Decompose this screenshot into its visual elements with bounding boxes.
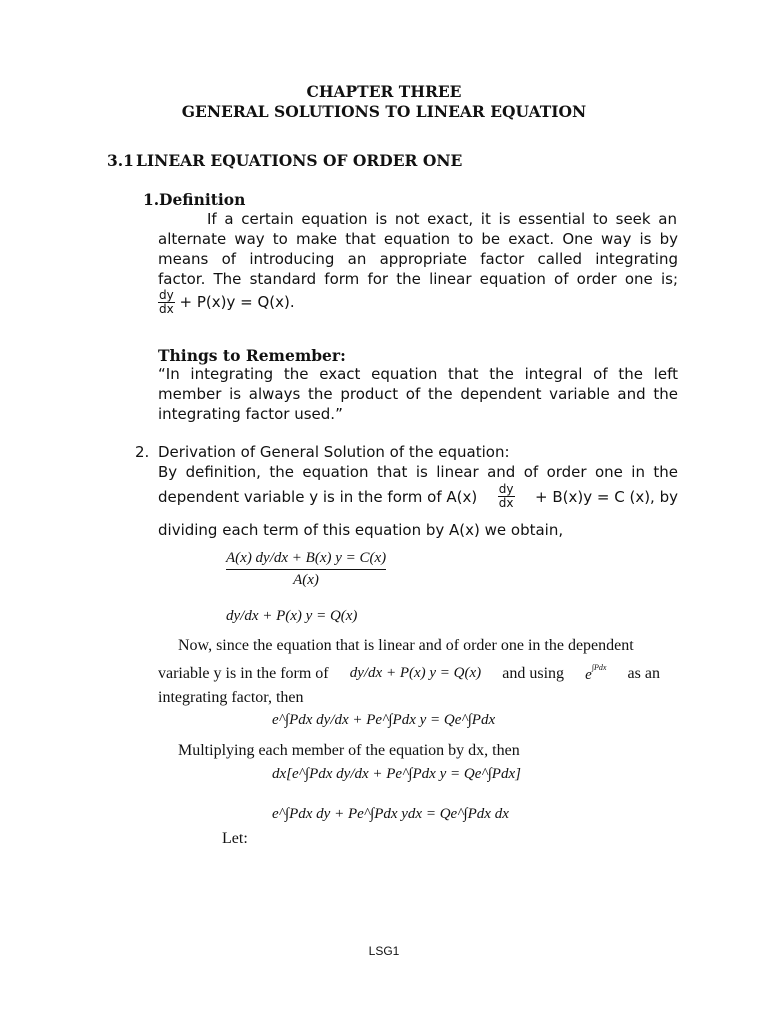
chapter-label: CHAPTER THREE [306, 82, 462, 101]
item2-line-2: dependent variable y is in the form of A(x) $\frac{dy}{dx}$ + B(x)y = C (x), by [158, 482, 678, 510]
multiplying-line: Multiplying each member of the equation by dx, then [178, 742, 520, 759]
definition-line-2: alternate way to make that equation to be exact. One way is by [158, 230, 678, 248]
scan-paragraph-line-2: variable y is in the form of dy/dx + P(x) y = Q(x) and using $e^{\int Pdx}$ as an [158, 663, 660, 683]
item2-number: 2. [135, 443, 150, 461]
remember-line-1: “In integrating the exact equation that the integral of the left [158, 365, 678, 383]
dy-dx-fraction: $\frac{dy}{dx}$ [498, 482, 514, 510]
divided-equation [226, 550, 386, 589]
section-number: 3.1 [107, 151, 134, 170]
item2-heading: Derivation of General Solution of the equation: [158, 443, 510, 461]
divided-equation-denominator: A(x) [293, 572, 319, 588]
page-footer-label: LSG1 [368, 944, 400, 958]
remember-line-2: member is always the product of the dependent variable and the [158, 385, 678, 403]
chapter-title: GENERAL SOLUTIONS TO LINEAR EQUATION [181, 102, 587, 121]
scan-paragraph-line-3: integrating factor, then [158, 689, 304, 706]
dx-multiplied-equation: dx[e^∫Pdx dy/dx + Pe^∫Pdx y = Qe^∫Pdx] [272, 766, 521, 782]
remember-line-3: integrating factor used.” [158, 405, 343, 423]
item1-number: 1. [143, 190, 160, 209]
definition-line-3: means of introducing an appropriate factor called integrating [158, 250, 678, 268]
integrating-factor-symbol: $e^{\int Pdx}$ [585, 663, 607, 683]
definition-line-1: If a certain equation is not exact, it is essential to seek an [207, 210, 677, 228]
item2-line-1: By definition, the equation that is linear and of order one in the [158, 463, 678, 481]
remember-heading: Things to Remember: [158, 346, 346, 365]
divided-equation-numerator: A(x) dy/dx + B(x) y = C(x) [226, 550, 386, 570]
definition-line-4: factor. The standard form for the linear equation of order one is; [158, 270, 678, 288]
multiplied-equation: e^∫Pdx dy/dx + Pe^∫Pdx y = Qe^∫Pdx [272, 712, 496, 728]
item1-heading: Definition [159, 190, 246, 209]
scan-paragraph-line-1: Now, since the equation that is linear and of order one in the dependent [178, 637, 634, 654]
let-label: Let: [222, 830, 248, 847]
expanded-equation: e^∫Pdx dy + Pe^∫Pdx ydx = Qe^∫Pdx dx [272, 806, 509, 822]
dy-dx-fraction: $\frac{dy}{dx}$ [159, 288, 174, 316]
section-title: LINEAR EQUATIONS OF ORDER ONE [136, 151, 463, 170]
linear-form-equation: dy/dx + P(x) y = Q(x) [226, 608, 358, 624]
standard-form-equation: $\frac{dy}{dx}$ + P(x)y = Q(x). [159, 288, 295, 316]
item2-line-3: dividing each term of this equation by A(x) we obtain, [158, 521, 564, 539]
